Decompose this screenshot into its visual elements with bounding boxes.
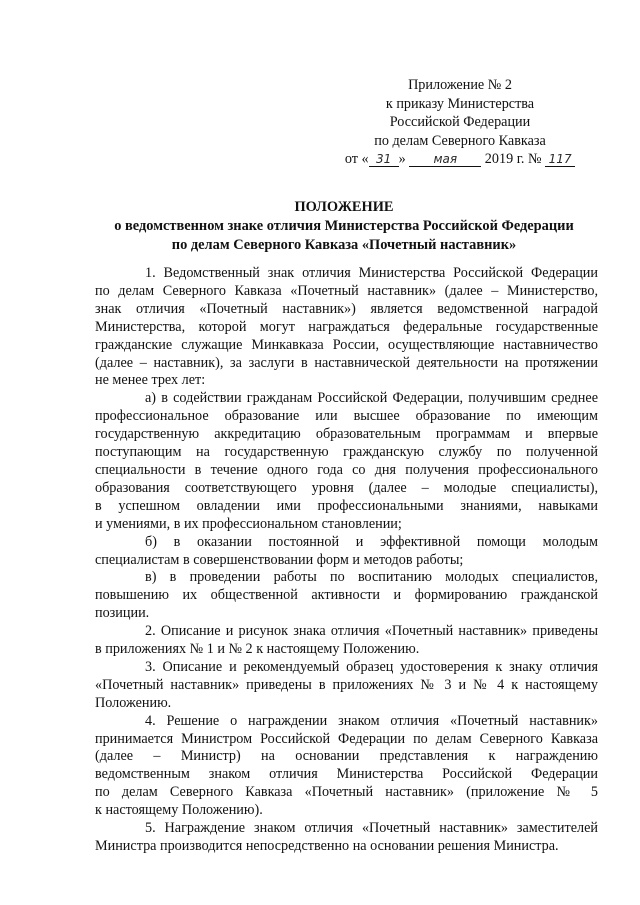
appendix-date-line [340, 150, 580, 169]
appendix-number: Приложение № 2 [408, 77, 512, 93]
date-mid: » [398, 151, 406, 168]
paragraph-line: государственную аккредитацию образовательным программам и впервые [95, 426, 598, 443]
paragraph [95, 265, 598, 390]
paragraph-line: специальности в течение одного года со дня получения профессионального [95, 461, 598, 478]
paragraph-line: Министерства, которой могут награждаться федеральные государственные [95, 318, 598, 335]
paragraph-line: 4. Решение о награждении знаком отличия «Почетный наставник» [145, 712, 598, 729]
paragraph-line: «Почетный наставник» приведены в приложениях № 3 и № 4 к настоящему [95, 676, 598, 693]
paragraph-line: Положению. [95, 694, 172, 711]
paragraph-line: позиции. [95, 605, 150, 622]
appendix-order-ref: к приказу Министерства [385, 95, 535, 112]
paragraph [95, 623, 598, 659]
title-heading: ПОЛОЖЕНИЕ [294, 199, 394, 215]
paragraph-line: поступающим на государственную гражданскую службу по полученной [95, 444, 598, 461]
paragraph-line: б) в оказании постоянной и эффективной помощи молодым [145, 533, 598, 550]
handwritten-month: мая [409, 152, 481, 167]
paragraph-line: в) в проведении работы по воспитанию молодых специалистов, [145, 569, 598, 586]
paragraph-line: в успешном овладении ими профессиональными знаниями, навыками [95, 497, 598, 514]
paragraph-line: по делам Северного Кавказа «Почетный наставник» (приложение № 5 [95, 784, 598, 801]
document-body [95, 265, 598, 856]
date-prefix: от « [344, 151, 369, 168]
paragraph-line: Министра производится непосредственно на основании решения Министра. [95, 838, 559, 854]
paragraph-line: а) в содействии гражданам Российской Федерации, получившим среднее [145, 390, 598, 407]
paragraph-line: 5. Награждение знаком отличия «Почетный наставник» заместителей [145, 820, 598, 837]
paragraph [95, 534, 598, 570]
paragraph-line: 2. Описание и рисунок знака отличия «Почетный наставник» приведены [145, 623, 598, 640]
paragraph-line: по делам Северного Кавказа «Почетный наставник» (далее – Министерство, [95, 282, 598, 299]
paragraph-line: профессиональное образование или высшее образование по имеющим [95, 408, 598, 425]
paragraph-line: 1. Ведомственный знак отличия Министерства Российской Федерации [145, 265, 598, 281]
paragraph-line: образования соответствующего уровня (далее – молодые специалисты), [95, 479, 598, 496]
date-year: 2019 г. № [484, 151, 542, 168]
handwritten-number: 117 [545, 152, 575, 167]
appendix-header [340, 76, 580, 169]
paragraph-line: (далее – наставник), за заслуги в наставнической деятельности на протяжении [95, 354, 598, 371]
paragraph-line: в приложениях № 1 и № 2 к настоящему Положению. [95, 641, 420, 658]
paragraph-line: ведомственным знаком отличия Министерства Российской Федерации [95, 766, 598, 783]
document-title [90, 198, 598, 254]
paragraph-line: знак отличия «Почетный наставник») является ведомственной наградой [95, 300, 598, 317]
handwritten-day: 31 [369, 152, 399, 167]
paragraph-line: повышению их общественной активности и формированию гражданской [95, 587, 598, 604]
paragraph [95, 713, 598, 820]
paragraph [95, 390, 598, 533]
paragraph-line: к настоящему Положению). [95, 802, 263, 819]
title-line-2: по делам Северного Кавказа «Почетный наставник» [171, 236, 517, 253]
paragraph-line: специалистам в совершенствовании форм и методов работы; [95, 551, 464, 568]
paragraph-line: гражданские служащие Минкавказа России, осуществляющие наставничество [95, 336, 598, 353]
paragraph [95, 820, 598, 856]
paragraph-line: и умениями, в их профессиональном становлении; [95, 515, 402, 532]
paragraph-line: (далее – Министр) на основании представления к награждению [95, 748, 598, 765]
paragraph-line: не менее трех лет: [95, 372, 206, 389]
paragraph [95, 569, 598, 623]
paragraph-line: принимается Министром Российской Федерации по делам Северного Кавказа [95, 730, 598, 747]
paragraph-line: 3. Описание и рекомендуемый образец удостоверения к знаку отличия [145, 658, 598, 675]
appendix-country: Российской Федерации [389, 114, 531, 131]
paragraph [95, 659, 598, 713]
title-line-1: о ведомственном знаке отличия Министерства Российской Федерации [114, 217, 574, 234]
appendix-ministry: по делам Северного Кавказа [374, 132, 546, 149]
